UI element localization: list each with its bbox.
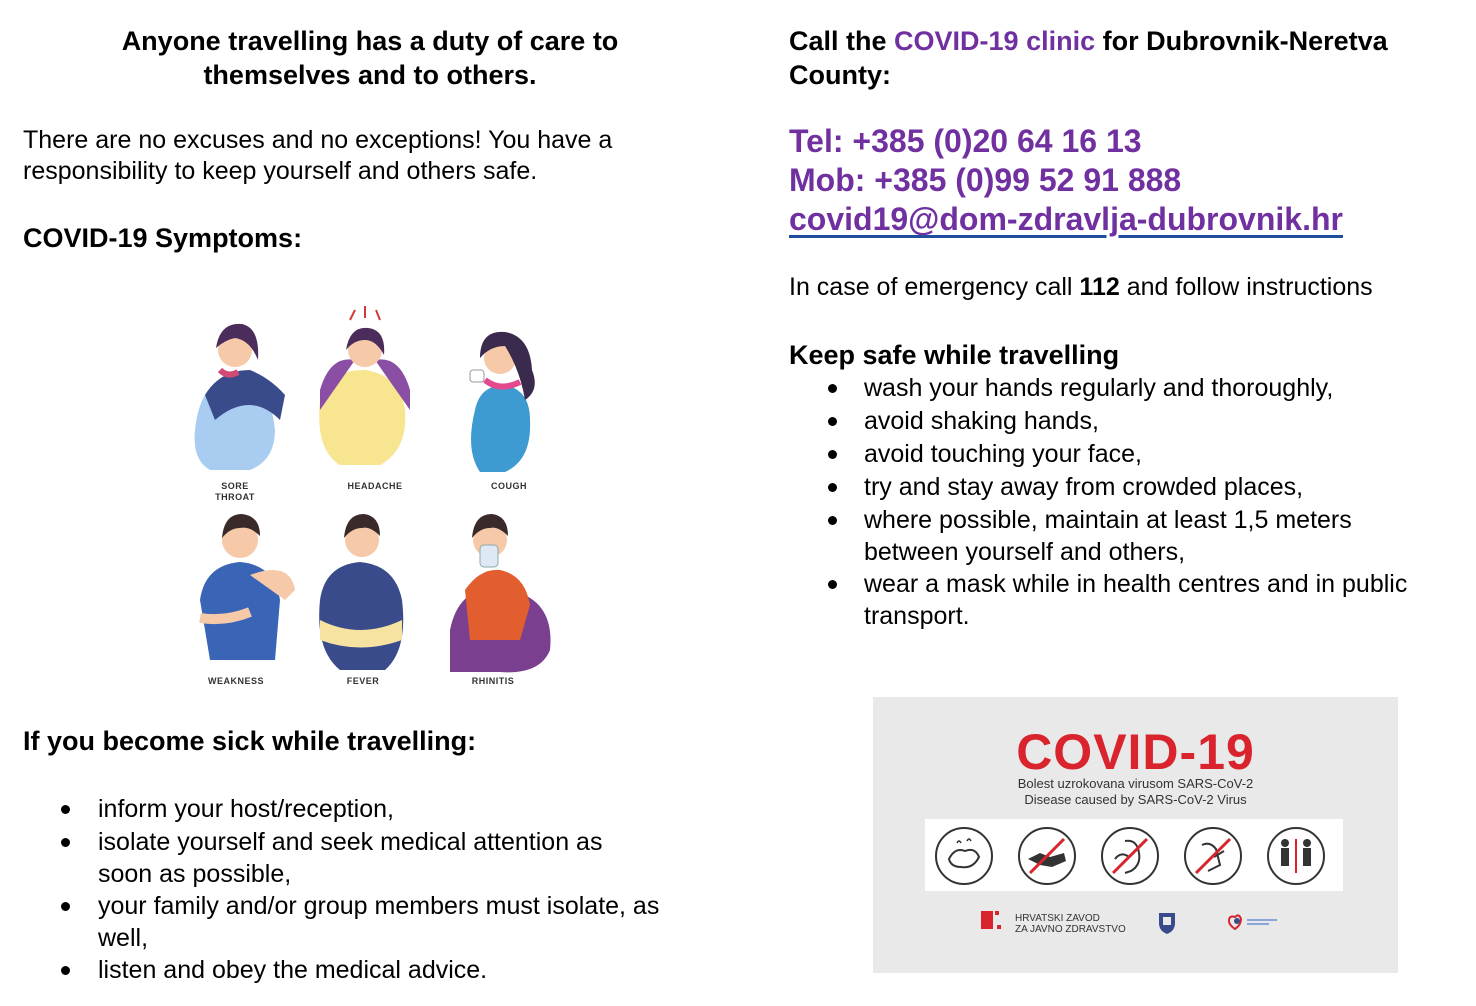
bullet-icon (828, 417, 837, 426)
call-line2: County: (789, 60, 891, 90)
hzjz-line1: HRVATSKI ZAVOD (1015, 913, 1100, 924)
bullet-icon (828, 516, 837, 525)
no-crowd-icon (1184, 827, 1242, 885)
safe-list-item (789, 438, 1469, 471)
prevention-icon-strip (925, 819, 1343, 891)
sick-list-item (23, 793, 743, 826)
emergency-suffix: and follow instructions (1119, 273, 1373, 301)
duty-heading-line2: themselves and to others. (203, 60, 537, 90)
safe-list-item (789, 372, 1469, 405)
coat-of-arms-icon (1157, 911, 1177, 935)
keep-safe-list (789, 372, 1469, 632)
no-face-touch-icon (1101, 827, 1159, 885)
bullet-icon (828, 483, 837, 492)
sick-list-item (23, 826, 743, 890)
intro-paragraph (23, 125, 723, 187)
label-fever: FEVER (346, 676, 380, 686)
safe-item-line1: wear a mask while in health centres and in public (864, 570, 1408, 598)
bullet-icon (828, 384, 837, 393)
safe-item-line1: wash your hands regularly and thoroughly, (864, 374, 1334, 402)
sick-item-line2: soon as possible, (98, 860, 292, 888)
call-suffix: for Dubrovnik-Neretva (1095, 26, 1388, 56)
tel-number[interactable]: Tel: +385 (0)20 64 16 13 (789, 123, 1142, 159)
rhinitis-figure (450, 514, 551, 672)
safe-list-item (789, 471, 1469, 504)
emergency-number: 112 (1079, 273, 1120, 301)
safe-item-line1: avoid touching your face, (864, 440, 1142, 468)
poster-subtitle-hr: Bolest uzrokovana virusom SARS-CoV-2 (1017, 776, 1254, 791)
bullet-icon (61, 902, 70, 911)
bullet-icon (828, 580, 837, 589)
safe-item-line2: between yourself and others, (864, 538, 1186, 566)
label-weakness: WEAKNESS (207, 676, 264, 686)
safe-list-item (789, 405, 1469, 438)
safe-list-item (789, 568, 1469, 632)
weakness-figure (200, 514, 295, 660)
cough-figure (470, 332, 535, 472)
fever-figure (319, 514, 403, 670)
sick-item-line1: listen and obey the medical advice. (98, 956, 488, 984)
mob-number[interactable]: Mob: +385 (0)99 52 91 888 (789, 162, 1182, 198)
clinic-name: COVID-19 clinic (894, 26, 1096, 56)
covid-poster (873, 697, 1398, 973)
duty-heading-line1: Anyone travelling has a duty of care to (121, 26, 619, 56)
label-headache: HEADACHE (347, 481, 403, 491)
safe-item-line1: where possible, maintain at least 1,5 meters (864, 506, 1352, 534)
sick-list-item (23, 954, 743, 987)
sore-throat-figure (195, 324, 285, 470)
sick-item-line1: your family and/or group members must isolate, as (98, 892, 660, 920)
symptoms-illustration (180, 300, 570, 695)
handwashing-icon (935, 827, 993, 885)
bullet-icon (61, 838, 70, 847)
label-sore-throat-line1: SORE (221, 481, 249, 491)
no-handshake-icon (1018, 827, 1076, 885)
distancing-icon (1267, 827, 1325, 885)
bullet-icon (828, 450, 837, 459)
hzjz-logo-icon (981, 909, 1003, 931)
symptoms-heading: COVID-19 Symptoms: (23, 223, 303, 253)
bullet-icon (61, 966, 70, 975)
intro-line2: responsibility to keep yourself and others safe. (23, 157, 538, 185)
call-line1 (789, 24, 1469, 58)
sick-item-line1: isolate yourself and seek medical attention as (98, 828, 603, 856)
hzjz-line2: ZA JAVNO ZDRAVSTVO (1015, 924, 1126, 935)
duty-heading (40, 24, 700, 92)
bullet-icon (61, 805, 70, 814)
poster-title: COVID-19 (1016, 724, 1255, 780)
hzjz-logo-text (1015, 913, 1126, 935)
safe-list-item (789, 504, 1469, 568)
headache-figure (319, 306, 410, 465)
emergency-prefix: In case of emergency call (789, 273, 1080, 301)
label-cough: COUGH (491, 481, 527, 491)
call-prefix: Call the (789, 26, 895, 56)
label-sore-throat (190, 481, 280, 503)
label-rhinitis: RHINITIS (471, 676, 515, 686)
sick-list-item (23, 890, 743, 954)
emergency-text (789, 272, 1373, 303)
sick-heading: If you become sick while travelling: (23, 726, 477, 756)
sick-item-line1: inform your host/reception, (98, 795, 394, 823)
keep-safe-heading: Keep safe while travelling (789, 340, 1120, 370)
sick-item-line2: well, (98, 924, 149, 952)
safe-item-line1: avoid shaking hands, (864, 407, 1099, 435)
intro-line1: There are no excuses and no exceptions! You have a (23, 126, 613, 154)
ministry-logo-icon (1225, 911, 1281, 933)
safe-item-line1: try and stay away from crowded places, (864, 473, 1304, 501)
safe-item-line2: transport. (864, 602, 970, 630)
label-sore-throat-line2: THROAT (215, 492, 255, 502)
call-clinic-heading (789, 24, 1469, 92)
poster-subtitle-en: Disease caused by SARS-CoV-2 Virus (1024, 792, 1247, 807)
email-link[interactable]: covid19@dom-zdravlja-dubrovnik.hr (789, 201, 1343, 237)
sick-list (23, 793, 743, 987)
